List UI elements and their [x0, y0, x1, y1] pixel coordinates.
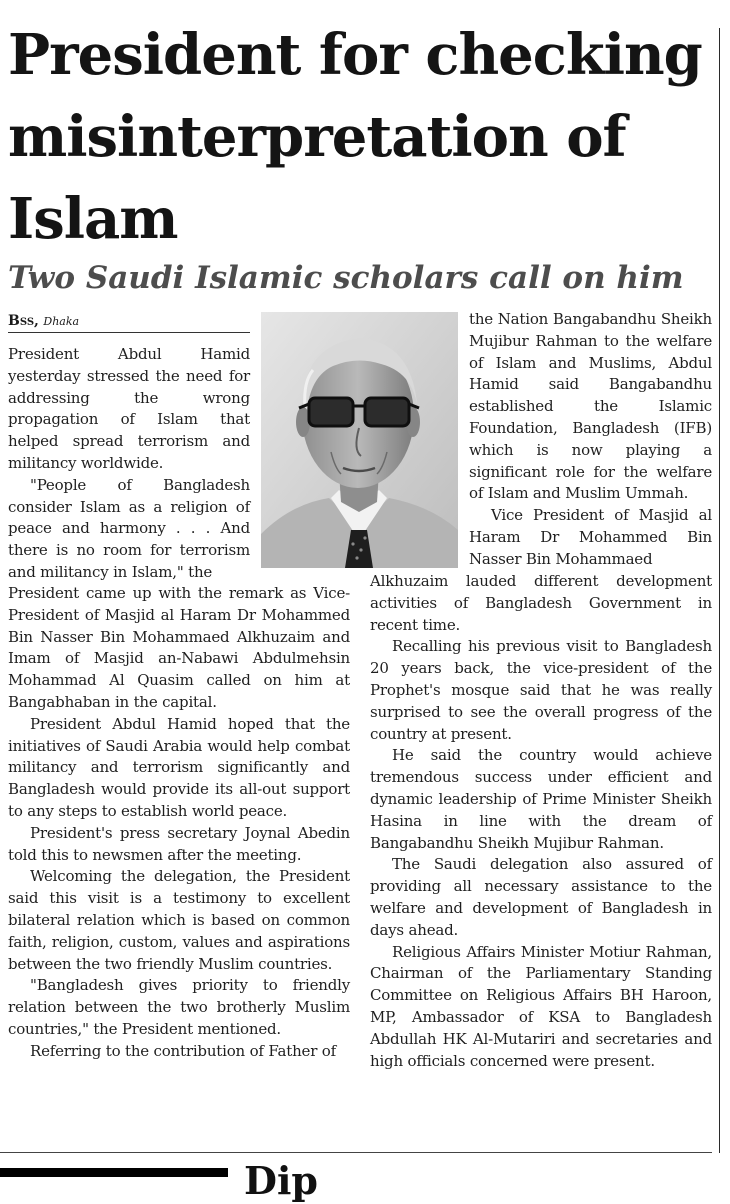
- paragraph: the Nation Bangabandhu Sheikh Mujibur Rahman to the welfare of Islam and Muslims, Abdul Hamid said Bangabandhu established the Islamic Foundation, Bangladesh (IFB) which is now playing a significant role for the welfare of Islam and Muslim Ummah.: [469, 310, 712, 503]
- next-article-bar: [0, 1168, 228, 1177]
- portrait-illustration: [261, 312, 458, 568]
- byline-location: Dhaka: [43, 315, 80, 328]
- paragraph: Welcoming the delegation, the President said this visit is a testimony to excellent bilateral relation which is based on common faith, religion, custom, values and aspirations between the two friendly Muslim countries.: [8, 867, 350, 973]
- headline: President for checking misinterpretation of Islam: [8, 22, 702, 252]
- article-column-2-bottom: [370, 571, 712, 1072]
- article-column-2-top: [469, 309, 712, 571]
- paragraph: Recalling his previous visit to Bangladesh 20 years back, the vice-president of the Prophet's mosque said that he was really surprised to see the overall progress of the country at present.: [370, 637, 712, 743]
- paragraph: The Saudi delegation also assured of providing all necessary assistance to the welfare and development of Bangladesh in days ahead.: [370, 855, 712, 939]
- paragraph: President came up with the remark as Vice-President of Masjid al Haram Dr Mohammed Bin Nasser Bin Mohammaed Alkhuzaim and Imam of Masjid an-Nabawi Abdulmehsin Mohammad Al Quasim called on him at Bangabhaban in the capital.: [8, 584, 350, 711]
- paragraph: Vice President of Masjid al Haram Dr Mohammed Bin Nasser Bin Mohammaed: [469, 506, 712, 568]
- byline-source: Bss,: [8, 313, 39, 329]
- article-column-1-top: [8, 344, 250, 584]
- paragraph: "People of Bangladesh consider Islam as a religion of peace and harmony . . . And there is no room for terrorism and militancy in Islam," the: [8, 475, 250, 581]
- next-article-headline: Dip: [244, 1158, 318, 1203]
- article-column-1-bottom: [8, 583, 350, 1063]
- subheadline: Two Saudi Islamic scholars call on him: [8, 260, 684, 296]
- paragraph: Religious Affairs Minister Motiur Rahman, Chairman of the Parliamentary Standing Committee on Religious Affairs BH Haroon, MP, Ambassador of KSA to Bangladesh Abdullah HK Al-Mutariri and secretaries and high officials concerned were present.: [370, 942, 712, 1070]
- paragraph: President's press secretary Joynal Abedin told this to newsmen after the meeting.: [8, 823, 350, 864]
- article-bottom-rule: [0, 1152, 712, 1153]
- byline: [8, 310, 250, 333]
- paragraph: "Bangladesh gives priority to friendly relation between the two brotherly Muslim countries," the President mentioned.: [8, 976, 350, 1038]
- paragraph: He said the country would achieve tremendous success under efficient and dynamic leadership of Prime Minister Sheikh Hasina in line with the dream of Bangabandhu Sheikh Mujibur Rahman.: [370, 746, 712, 852]
- paragraph: Alkhuzaim lauded different development activities of Bangladesh Government in recent time.: [370, 572, 712, 634]
- paragraph: President Abdul Hamid yesterday stressed the need for addressing the wrong propagation of Islam that helped spread terrorism and militancy worldwide.: [8, 345, 250, 472]
- paragraph: President Abdul Hamid hoped that the initiatives of Saudi Arabia would help combat militancy and terrorism significantly and Bangladesh would provide its all-out support to any steps to establish world peace.: [8, 714, 350, 820]
- president-portrait-photo: [261, 312, 458, 568]
- paragraph: Referring to the contribution of Father of: [30, 1041, 336, 1060]
